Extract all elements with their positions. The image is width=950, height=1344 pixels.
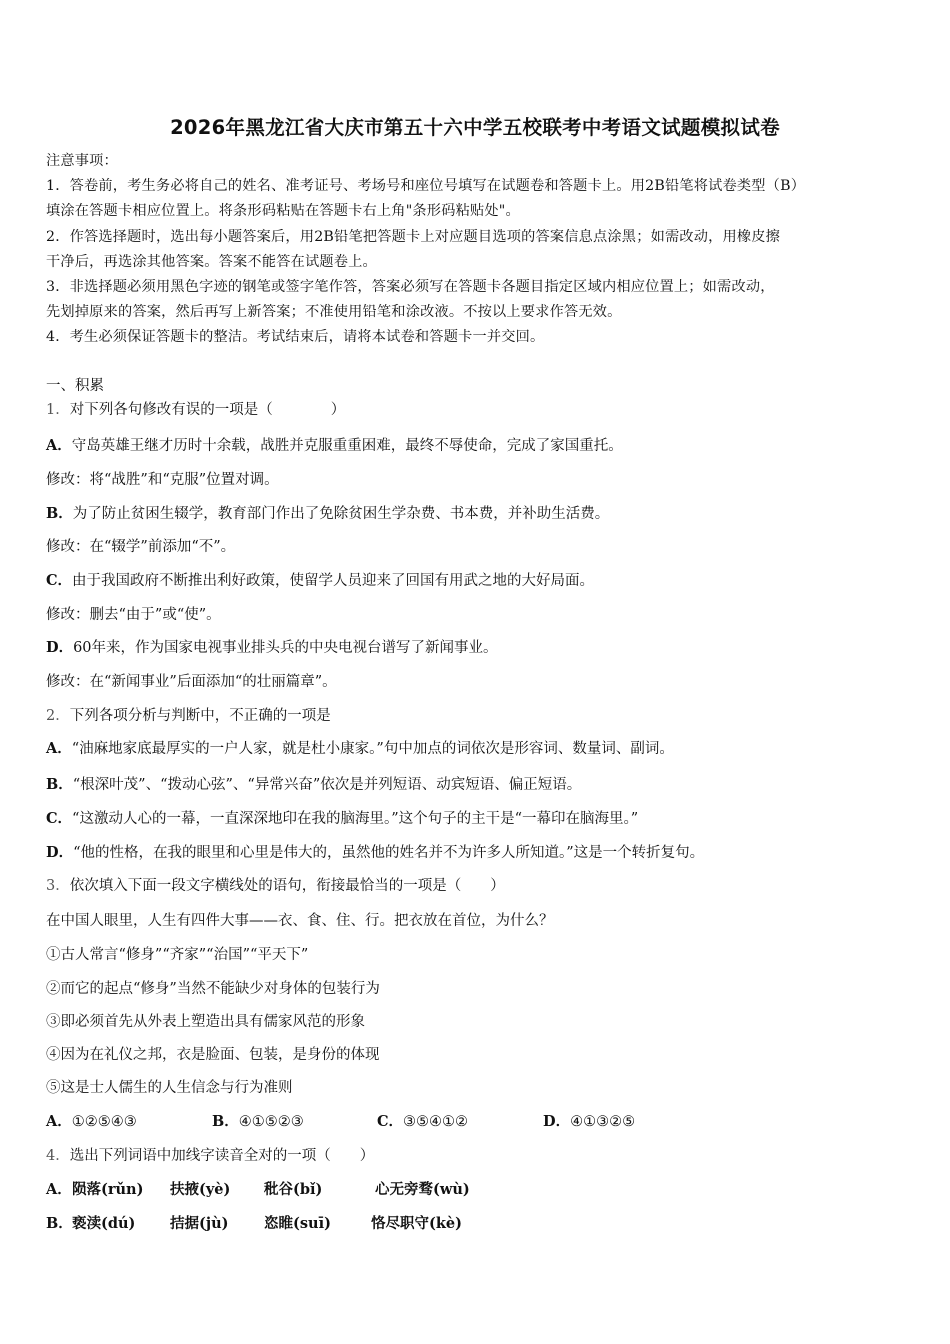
question-number: 3． xyxy=(46,878,70,894)
question-number: 1． xyxy=(46,402,70,418)
option-text: “他的性格，在我的眼里和心里是伟大的，虽然他的姓名并不为许多人所知道。”这是一个转折复句。 xyxy=(73,845,705,861)
word-item: 拮据(jù) xyxy=(170,1215,229,1232)
option-label: D． xyxy=(543,1113,571,1130)
option-text: “根深叶茂”、“拨动心弦”、“异常兴奋”依次是并列短语、动宾短语、偏正短语。 xyxy=(72,777,582,793)
word-item: 陨落(rǔn) xyxy=(72,1181,144,1198)
word-row xyxy=(46,1214,462,1234)
notice-line: 4．考生必须保证答题卡的整洁。考试结束后，请将本试卷和答题卡一并交回。 xyxy=(46,329,545,345)
option-label: D． xyxy=(46,639,74,656)
option-line xyxy=(46,775,581,795)
revision-line: 修改：在“新闻事业”后面添加“的壮丽篇章”。 xyxy=(46,674,337,690)
notice-heading: 注意事项： xyxy=(46,153,118,169)
option-label: C． xyxy=(46,810,73,827)
word-item: 心无旁骛(wù) xyxy=(375,1181,470,1198)
option-line xyxy=(46,843,704,863)
notice-line: 1．答卷前，考生务必将自己的姓名、准考证号、考场号和座位号填写在试题卷和答题卡上。用2B铅笔将试卷类型（B） xyxy=(46,178,806,194)
notice-line: 填涂在答题卡相应位置上。将条形码粘贴在答题卡右上角"条形码粘贴处"。 xyxy=(46,203,520,219)
sentence-item: ⑤这是士人儒生的人生信念与行为准则 xyxy=(46,1080,293,1096)
question-number: 2． xyxy=(46,708,70,724)
question-text: 下列各项分析与判断中，不正确的一项是 xyxy=(69,708,331,724)
option-label: B． xyxy=(46,505,73,522)
option-text: ③⑤④①② xyxy=(403,1114,469,1130)
word-row xyxy=(46,1180,470,1200)
option-label: C． xyxy=(377,1113,404,1130)
option-text: ④①⑤②③ xyxy=(238,1114,304,1130)
question-stem xyxy=(46,706,331,726)
option-label: A． xyxy=(46,1181,72,1198)
revision-line: 修改：将“战胜”和“克服”位置对调。 xyxy=(46,472,279,488)
option-text: “这激动人心的一幕，一直深深地印在我的脑海里。”这个句子的主干是“一幕印在脑海里。” xyxy=(72,811,639,827)
question-stem xyxy=(46,1146,374,1166)
notice-line: 3．非选择题必须用黑色字迹的钢笔或签字笔作答，答案必须写在答题卡各题目指定区域内相应位置上；如需改动， xyxy=(46,279,775,295)
answer-options xyxy=(46,1112,635,1132)
question-text: 选出下列词语中加线字读音全对的一项（ ） xyxy=(69,1148,375,1164)
question-text: 对下列各句修改有误的一项是（ ） xyxy=(69,402,346,418)
answer-option-d xyxy=(543,1112,635,1132)
option-text: ④①③②⑤ xyxy=(570,1114,636,1130)
page-title: 2026年黑龙江省大庆市第五十六中学五校联考中考语文试题模拟试卷 xyxy=(170,116,780,139)
option-label: A． xyxy=(46,1113,72,1130)
option-label: C． xyxy=(46,572,73,589)
word-item: 扶掖(yè) xyxy=(170,1181,231,1198)
option-text: 守岛英雄王继才历时十余载，战胜并克服重重困难，最终不辱使命，完成了家国重托。 xyxy=(71,438,623,454)
question-stem xyxy=(46,400,345,420)
section-heading: 一、积累 xyxy=(46,378,104,394)
sentence-item: ④因为在礼仪之邦，衣是脸面、包装，是身份的体现 xyxy=(46,1047,380,1063)
notice-line: 2．作答选择题时，选出每小题答案后，用2B铅笔把答题卡上对应题目选项的答案信息点涂黑；如需改动，用橡皮擦 xyxy=(46,229,781,245)
option-line xyxy=(46,809,638,829)
answer-option-b xyxy=(212,1112,377,1132)
notice-line: 先划掉原来的答案，然后再写上新答案；不准使用铅笔和涂改液。不按以上要求作答无效。 xyxy=(46,304,622,320)
option-label: B． xyxy=(212,1113,239,1130)
option-text: ①②⑤④③ xyxy=(71,1114,137,1130)
word-item: 秕谷(bǐ) xyxy=(264,1181,323,1198)
answer-option-a xyxy=(46,1112,212,1132)
answer-option-c xyxy=(377,1112,543,1132)
revision-line: 修改：删去“由于”或“使”。 xyxy=(46,607,221,623)
word-item: 亵渎(dú) xyxy=(72,1215,136,1232)
passage-text: 在中国人眼里，人生有四件大事——衣、食、住、行。把衣放在首位，为什么？ xyxy=(46,913,554,929)
option-text: “油麻地家底最厚实的一户人家，就是杜小康家。”句中加点的词依次是形容词、数量词、副词。 xyxy=(71,741,674,757)
word-item: 恣睢(suī) xyxy=(264,1215,331,1232)
question-stem xyxy=(46,876,505,896)
notice-line: 干净后，再选涂其他答案。答案不能答在试题卷上。 xyxy=(46,254,377,270)
option-line xyxy=(46,739,674,759)
sentence-item: ②而它的起点“修身”当然不能缺少对身体的包装行为 xyxy=(46,981,380,997)
option-line xyxy=(46,504,609,524)
word-item: 恪尽职守(kè) xyxy=(371,1215,462,1232)
option-text: 60年来，作为国家电视事业排头兵的中央电视台谱写了新闻事业。 xyxy=(73,640,498,656)
option-text: 为了防止贫困生辍学，教育部门作出了免除贫困生学杂费、书本费，并补助生活费。 xyxy=(72,506,610,522)
option-label: A． xyxy=(46,437,72,454)
question-number: 4． xyxy=(46,1148,70,1164)
option-line xyxy=(46,638,498,658)
option-label: D． xyxy=(46,844,74,861)
sentence-item: ①古人常言“修身”“齐家”“治国”“平天下” xyxy=(46,947,309,963)
option-label: B． xyxy=(46,776,73,793)
option-label: B． xyxy=(46,1215,73,1232)
question-text: 依次填入下面一段文字横线处的语句，衔接最恰当的一项是（ ） xyxy=(69,878,505,894)
revision-line: 修改：在“辍学”前添加“不”。 xyxy=(46,539,236,555)
option-line xyxy=(46,436,623,456)
option-text: 由于我国政府不断推出利好政策，使留学人员迎来了回国有用武之地的大好局面。 xyxy=(72,573,595,589)
option-line xyxy=(46,571,594,591)
option-label: A． xyxy=(46,740,72,757)
sentence-item: ③即必须首先从外表上塑造出具有儒家风范的形象 xyxy=(46,1014,365,1030)
